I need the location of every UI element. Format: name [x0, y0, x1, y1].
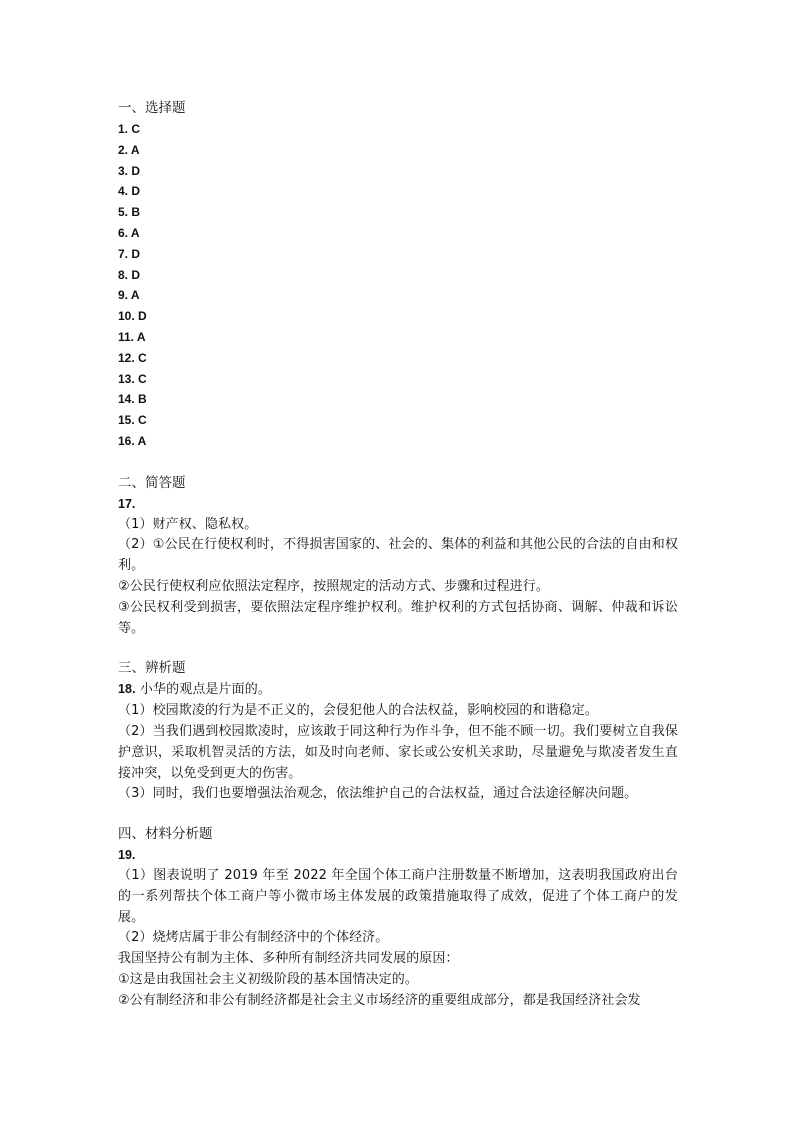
answer-paragraph: （1）校园欺凌的行为是不正义的，会侵犯他人的合法权益，影响校园的和谐稳定。	[118, 703, 598, 719]
choice-answer: 9. A	[118, 288, 140, 303]
question-18-claim: 小华的观点是片面的。	[135, 682, 271, 698]
section-title-material-analysis: 四、材料分析题	[118, 826, 213, 843]
choice-answer: 14. B	[118, 392, 147, 407]
section-spacer	[118, 452, 678, 473]
answer-paragraph: ③公民权利受到损害，要依照法定程序维护权利。维护权利的方式包括协商、调解、仲裁和诉讼等。	[118, 599, 678, 636]
section-title-short-answer: 二、简答题	[118, 474, 186, 491]
answer-paragraph: 我国坚持公有制为主体、多种所有制经济共同发展的原因：	[118, 951, 459, 967]
answer-paragraph: （2）烧烤店属于非公有制经济中的个体经济。	[118, 930, 389, 946]
question-number-18: 18.	[118, 682, 136, 697]
choice-answer: 7. D	[118, 246, 141, 261]
choice-answer: 8. D	[118, 267, 141, 282]
choice-answer: 16. A	[118, 433, 147, 448]
answer-paragraph: ①这是由我国社会主义初级阶段的基本国情决定的。	[118, 971, 418, 987]
section-spacer	[118, 805, 678, 824]
question-18-lead	[118, 679, 678, 701]
choice-answer: 4. D	[118, 184, 141, 199]
choice-answer: 10. D	[118, 309, 147, 324]
choice-answer: 1. C	[118, 122, 141, 136]
section-title-analysis: 三、辨析题	[118, 660, 186, 677]
choice-answer: 2. A	[118, 142, 140, 157]
answer-paragraph: （2）①公民在行使权利时，不得损害国家的、社会的、集体的利益和其他公民的合法的自由和权利。	[118, 537, 678, 574]
answer-paragraph: （2）当我们遇到校园欺凌时，应该敢于同这种行为作斗争，但不能不顾一切。我们要树立自我保护意识，采取机智灵活的方法，如及时向老师、家长或公安机关求助，尽量避免与欺凌者发生直接冲突，以免受到更大的伤害。	[118, 723, 678, 781]
answer-paragraph: （1）图表说明了 2019 年至 2022 年全国个体工商户注册数量不断增加，这表明我国政府出台的一系列帮扶个体工商户等小微市场主体发展的政策措施取得了成效，促进了个体工商户的发展。	[118, 867, 678, 925]
section-title-choice: 一、选择题	[118, 100, 186, 116]
choice-answer: 6. A	[118, 225, 140, 240]
choice-answer: 3. D	[118, 163, 141, 178]
section-spacer	[118, 639, 678, 658]
choice-answer-list	[118, 119, 678, 452]
choice-answer: 12. C	[118, 350, 147, 365]
question-number-17: 17.	[118, 496, 136, 511]
choice-answer: 11. A	[118, 329, 146, 344]
answer-document	[118, 98, 678, 1011]
question-number-19: 19.	[118, 848, 136, 863]
answer-paragraph: （3）同时，我们也要增强法治观念，依法维护自己的合法权益，通过合法途径解决问题。	[118, 786, 638, 802]
answer-paragraph: ②公民行使权利应依照法定程序，按照规定的活动方式、步骤和过程进行。	[118, 578, 549, 594]
choice-answer: 5. B	[118, 205, 141, 220]
answer-paragraph: ②公有制经济和非公有制经济都是社会主义市场经济的重要组成部分，都是我国经济社会发	[118, 992, 641, 1008]
answer-paragraph: （1）财产权、隐私权。	[118, 516, 258, 532]
choice-answer: 13. C	[118, 371, 147, 386]
choice-answer: 15. C	[118, 413, 147, 428]
